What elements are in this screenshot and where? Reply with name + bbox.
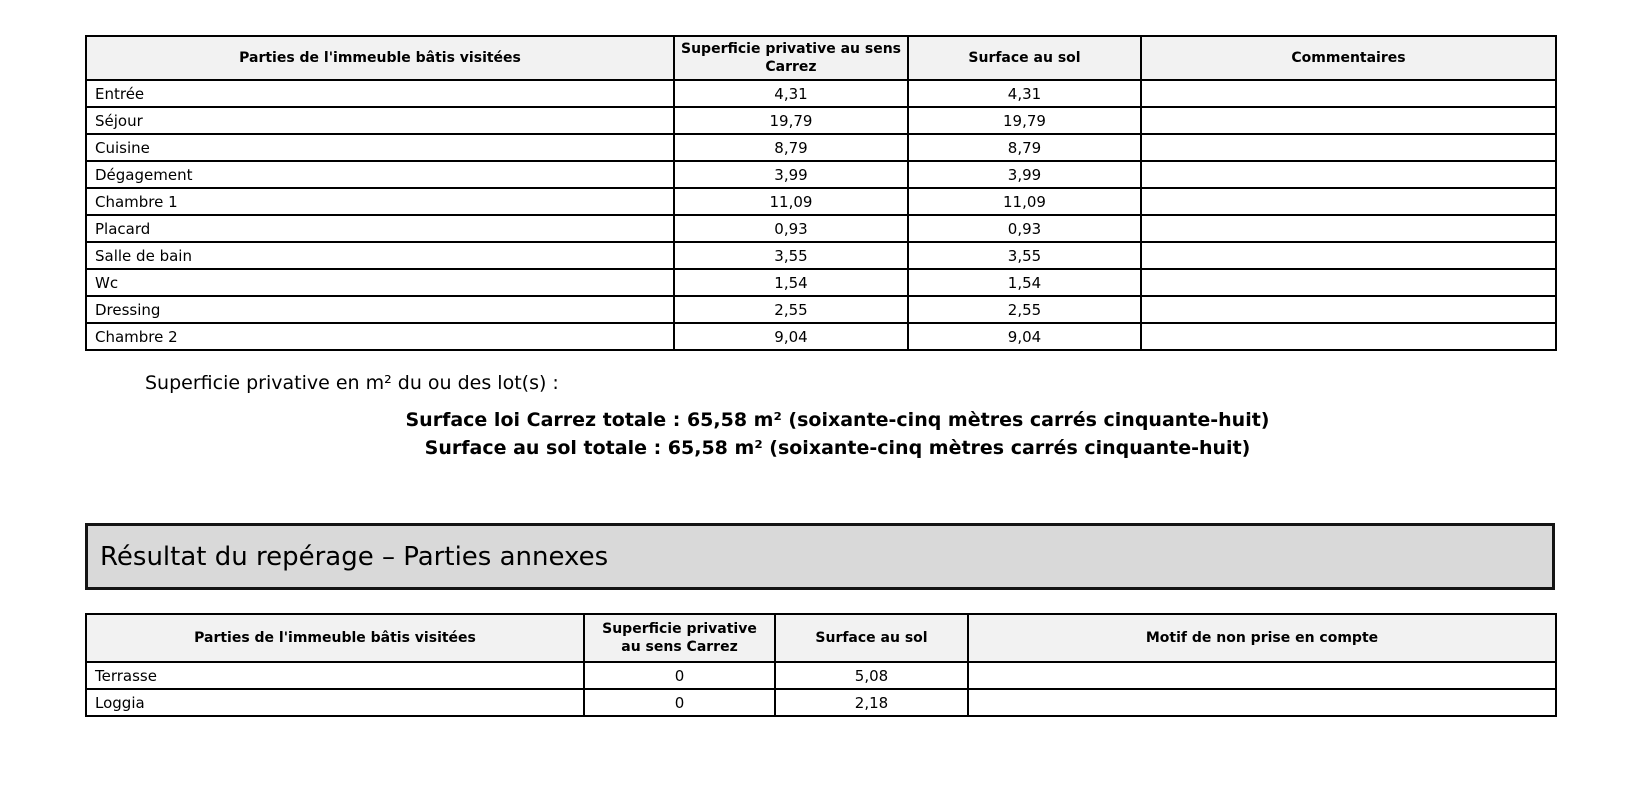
sol-value-cell: 4,31 <box>908 80 1141 107</box>
col-header-parties: Parties de l'immeuble bâtis visitées <box>86 36 674 80</box>
table-row <box>86 269 1556 296</box>
room-name-cell: Dressing <box>86 296 674 323</box>
carrez-value-cell: 1,54 <box>674 269 908 296</box>
room-name-cell: Entrée <box>86 80 674 107</box>
sol-value-cell: 3,99 <box>908 161 1141 188</box>
comment-cell <box>1141 80 1556 107</box>
carrez-value-cell: 4,31 <box>674 80 908 107</box>
table-row <box>86 161 1556 188</box>
room-name-cell: Chambre 1 <box>86 188 674 215</box>
carrez-value-cell: 11,09 <box>674 188 908 215</box>
table-row <box>86 188 1556 215</box>
room-name-cell: Cuisine <box>86 134 674 161</box>
sol-value-cell: 19,79 <box>908 107 1141 134</box>
table-row <box>86 296 1556 323</box>
annex-section-banner <box>85 523 1555 590</box>
totals-block <box>85 406 1590 462</box>
table-header-row <box>86 614 1556 662</box>
sol-value-cell: 2,55 <box>908 296 1141 323</box>
table-row <box>86 215 1556 242</box>
col-header-carrez: Superficie privative au sens Carrez <box>674 36 908 80</box>
table-row <box>86 242 1556 269</box>
col-header-commentaires: Commentaires <box>1141 36 1556 80</box>
visited-parts-table <box>85 35 1557 351</box>
room-name-cell: Terrasse <box>86 662 584 689</box>
carrez-value-cell: 0,93 <box>674 215 908 242</box>
carrez-value-cell: 0 <box>584 689 775 716</box>
carrez-value-cell: 3,55 <box>674 242 908 269</box>
comment-cell <box>1141 269 1556 296</box>
table-row <box>86 80 1556 107</box>
room-name-cell: Placard <box>86 215 674 242</box>
comment-cell <box>1141 296 1556 323</box>
comment-cell <box>1141 161 1556 188</box>
comment-cell <box>1141 215 1556 242</box>
carrez-value-cell: 9,04 <box>674 323 908 350</box>
carrez-value-cell: 19,79 <box>674 107 908 134</box>
col-header-carrez: Superficie privative au sens Carrez <box>584 614 775 662</box>
carrez-value-cell: 3,99 <box>674 161 908 188</box>
private-area-intro-text: Superficie privative en m² du ou des lot(s) : <box>145 372 559 394</box>
room-name-cell: Loggia <box>86 689 584 716</box>
sol-value-cell: 8,79 <box>908 134 1141 161</box>
sol-value-cell: 11,09 <box>908 188 1141 215</box>
table-row <box>86 134 1556 161</box>
col-header-parties: Parties de l'immeuble bâtis visitées <box>86 614 584 662</box>
sol-value-cell: 3,55 <box>908 242 1141 269</box>
carrez-value-cell: 2,55 <box>674 296 908 323</box>
table-header-row <box>86 36 1556 80</box>
comment-cell <box>1141 188 1556 215</box>
sol-value-cell: 9,04 <box>908 323 1141 350</box>
comment-cell <box>1141 242 1556 269</box>
col-header-sol: Surface au sol <box>908 36 1141 80</box>
sol-value-cell: 2,18 <box>775 689 968 716</box>
motif-cell <box>968 689 1556 716</box>
comment-cell <box>1141 134 1556 161</box>
comment-cell <box>1141 323 1556 350</box>
carrez-total-line: Surface loi Carrez totale : 65,58 m² (soixante-cinq mètres carrés cinquante-huit) <box>405 409 1270 431</box>
table-row <box>86 107 1556 134</box>
room-name-cell: Séjour <box>86 107 674 134</box>
annex-parts-table <box>85 613 1557 717</box>
col-header-sol: Surface au sol <box>775 614 968 662</box>
sol-value-cell: 1,54 <box>908 269 1141 296</box>
sol-value-cell: 5,08 <box>775 662 968 689</box>
room-name-cell: Wc <box>86 269 674 296</box>
annex-section-title: Résultat du repérage – Parties annexes <box>100 541 609 572</box>
table-row <box>86 662 1556 689</box>
sol-total-line: Surface au sol totale : 65,58 m² (soixante-cinq mètres carrés cinquante-huit) <box>424 437 1251 459</box>
room-name-cell: Chambre 2 <box>86 323 674 350</box>
carrez-value-cell: 8,79 <box>674 134 908 161</box>
comment-cell <box>1141 107 1556 134</box>
room-name-cell: Salle de bain <box>86 242 674 269</box>
col-header-motif: Motif de non prise en compte <box>968 614 1556 662</box>
carrez-value-cell: 0 <box>584 662 775 689</box>
table-row <box>86 323 1556 350</box>
room-name-cell: Dégagement <box>86 161 674 188</box>
sol-value-cell: 0,93 <box>908 215 1141 242</box>
motif-cell <box>968 662 1556 689</box>
table-row <box>86 689 1556 716</box>
